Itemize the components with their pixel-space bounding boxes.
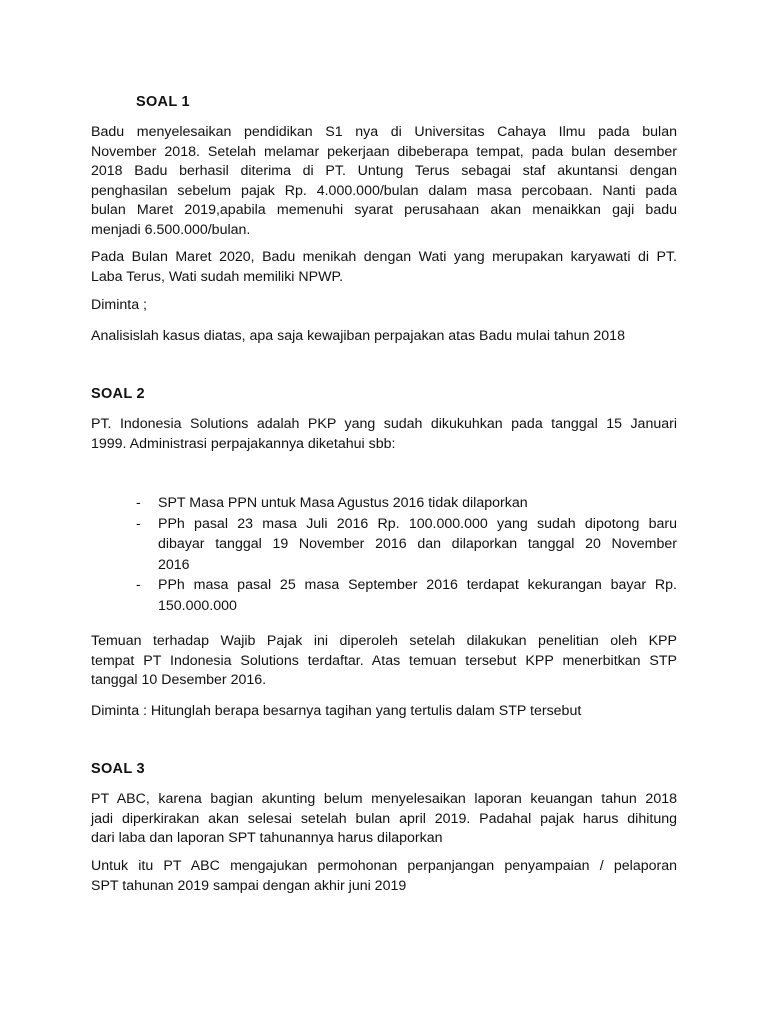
text-line: menjadi 6.500.000/bulan. (91, 221, 251, 238)
soal2-title: SOAL 2 (91, 386, 145, 402)
text-line: Diminta ; (91, 297, 147, 313)
text-line: tempat PT Indonesia Solutions terdaftar. Atas temuan tersebut KPP menerbitkan STP (91, 652, 677, 669)
list-item (91, 493, 677, 514)
text-line: Analisislah kasus diatas, apa saja kewajiban perpajakan atas Badu mulai tahun 2018 (91, 328, 625, 344)
text-line: PPh pasal 23 masa Juli 2016 Rp. 100.000.000 yang sudah dipotong baru (158, 515, 677, 532)
text-line: Pada Bulan Maret 2020, Badu menikah dengan Wati yang merupakan karyawati di PT. (91, 249, 677, 265)
dash-bullet: - (136, 515, 141, 532)
list-item (91, 575, 677, 616)
text-line: PT. Indonesia Solutions adalah PKP yang sudah dikukuhkan pada tanggal 15 Januari (91, 416, 677, 432)
text-line: PT ABC, karena bagian akunting belum menyelesaikan laporan keuangan tahun 2018 (91, 791, 677, 807)
text-line: Untuk itu PT ABC mengajukan permohonan perpanjangan penyampaian / pelaporan (91, 858, 677, 874)
dash-bullet: - (136, 495, 141, 511)
text-line: PPh masa pasal 25 masa September 2016 terdapat kekurangan bayar Rp. (158, 577, 677, 593)
text-line: Badu menyelesaikan pendidikan S1 nya di Universitas Cahaya Ilmu pada bulan (91, 124, 677, 140)
soal2-question (91, 702, 677, 722)
soal2-paragraph-1 (91, 415, 677, 454)
text-line: tanggal 10 Desember 2016. (91, 672, 267, 688)
text-line: 150.000.000 (158, 597, 237, 614)
text-line: SPT Masa PPN untuk Masa Agustus 2016 tidak dilaporkan (158, 495, 528, 511)
text-line: jadi diperkirakan akan selesai setelah bulan april 2019. Padahal pajak harus dihitung (91, 810, 677, 827)
soal2-findings-list (91, 493, 677, 616)
text-line: 1999. Administrasi perpajakannya diketahui sbb: (91, 435, 396, 452)
soal1-title: SOAL 1 (136, 94, 190, 110)
soal1-diminta (91, 296, 677, 316)
list-item (91, 514, 677, 576)
soal3-paragraph-2 (91, 857, 677, 896)
soal1-question (91, 327, 677, 347)
text-line: Diminta : Hitunglah berapa besarnya tagihan yang tertulis dalam STP tersebut (91, 703, 582, 719)
dash-bullet: - (136, 577, 141, 593)
text-line: dibayar tanggal 19 November 2016 dan dilaporkan tanggal 20 November (158, 536, 677, 552)
soal2-paragraph-2 (91, 632, 677, 691)
text-line: SPT tahunan 2019 sampai dengan akhir juni 2019 (91, 877, 407, 894)
text-line: Laba Terus, Wati sudah memiliki NPWP. (91, 268, 344, 285)
text-line: penghasilan sebelum pajak Rp. 4.000.000/bulan dalam masa percobaan. Nanti pada (91, 182, 677, 199)
text-line: November 2018. Setelah melamar pekerjaan dibeberapa tempat, pada bulan desember (91, 143, 677, 160)
text-line: 2016 (158, 556, 190, 573)
text-line: 2018 Badu berhasil diterima di PT. Untung Terus sebagai staf akuntansi dengan (91, 163, 677, 179)
soal3-paragraph-1 (91, 790, 677, 849)
soal1-paragraph-2 (91, 248, 677, 287)
soal1-paragraph-1 (91, 123, 677, 240)
text-line: dari laba dan laporan SPT tahunannya harus dilaporkan (91, 830, 443, 846)
text-line: bulan Maret 2019,apabila memenuhi syarat perusahaan akan menaikkan gaji badu (91, 202, 677, 218)
text-line: Temuan terhadap Wajib Pajak ini diperoleh setelah dilakukan penelitian oleh KPP (91, 633, 677, 649)
soal3-title: SOAL 3 (91, 761, 145, 777)
